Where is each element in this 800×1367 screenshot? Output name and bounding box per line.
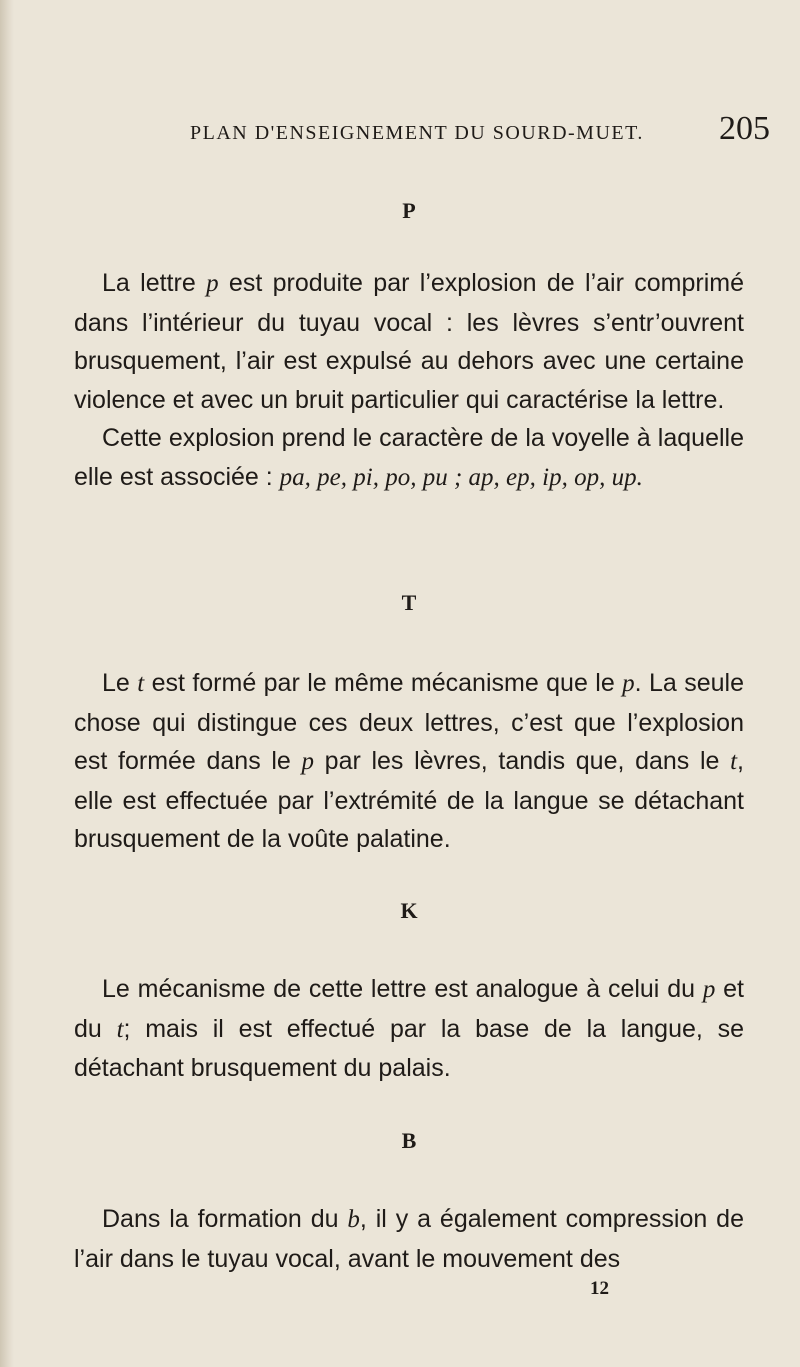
text-run: est produite par l’explosion de l’air comprimé dans l’intérieur du tuyau vocal : les lèvres s’entr’ouvrent brusquement, l’air est expulsé au dehors avec une certaine violence et avec un bruit particulier qui caractérise la lettre. <box>74 269 744 414</box>
page-spine-shadow <box>0 0 14 1367</box>
italic-run: t <box>137 670 145 697</box>
section-b <box>74 1126 744 1278</box>
page-header <box>190 110 770 150</box>
italic-run: t <box>730 748 738 775</box>
paragraph <box>74 419 744 497</box>
running-head: PLAN D'ENSEIGNEMENT DU SOURD-MUET. <box>190 122 644 144</box>
italic-run: p <box>622 670 635 697</box>
paragraph <box>74 264 744 419</box>
paragraph <box>74 970 744 1088</box>
section-p <box>74 196 744 497</box>
text-run: est formé par le même mécanisme que le <box>144 669 623 697</box>
text-run: et du <box>74 975 745 1043</box>
paragraph <box>74 664 744 859</box>
section-heading: B <box>401 1128 417 1153</box>
text-run: . La seule chose qui distingue ces deux lettres, c’est que l’explosion est formée dans le <box>74 669 744 775</box>
text-run: Cette explosion prend le caractère de la voyelle à laquelle elle est associée : <box>74 424 744 491</box>
signature-mark: 12 <box>590 1278 609 1299</box>
section-k <box>74 896 744 1088</box>
italic-run: p <box>206 270 219 297</box>
italic-run: p <box>702 976 716 1003</box>
text-run: ; mais il est effectué par la base de la langue, se détachant brusquement du palais. <box>74 1014 744 1082</box>
section-t <box>74 588 744 859</box>
text-run: , elle est effectuée par l’extrémité de la langue se détachant brusquement de la voûte palatine. <box>74 747 744 853</box>
italic-run: p <box>301 748 314 775</box>
text-run: Le mécanisme de cette lettre est analogue à celui du <box>102 975 703 1003</box>
text-run: Dans la formation du <box>102 1205 348 1233</box>
text-run: par les lèvres, tandis que, dans le <box>314 747 731 775</box>
page-number: 205 <box>719 110 770 147</box>
italic-run: t <box>116 1015 124 1043</box>
section-heading: P <box>402 198 416 223</box>
section-heading: K <box>400 898 418 923</box>
paragraph <box>74 1200 744 1278</box>
section-heading: T <box>401 590 417 615</box>
text-run: La lettre <box>102 269 207 297</box>
italic-run: b <box>347 1206 360 1233</box>
italic-run: pa, pe, pi, po, pu ; ap, ep, ip, op, up. <box>279 463 643 491</box>
text-run: , il y a également compression de l’air dans le tuyau vocal, avant le mouvement des <box>74 1205 744 1273</box>
text-run: Le <box>102 669 138 697</box>
